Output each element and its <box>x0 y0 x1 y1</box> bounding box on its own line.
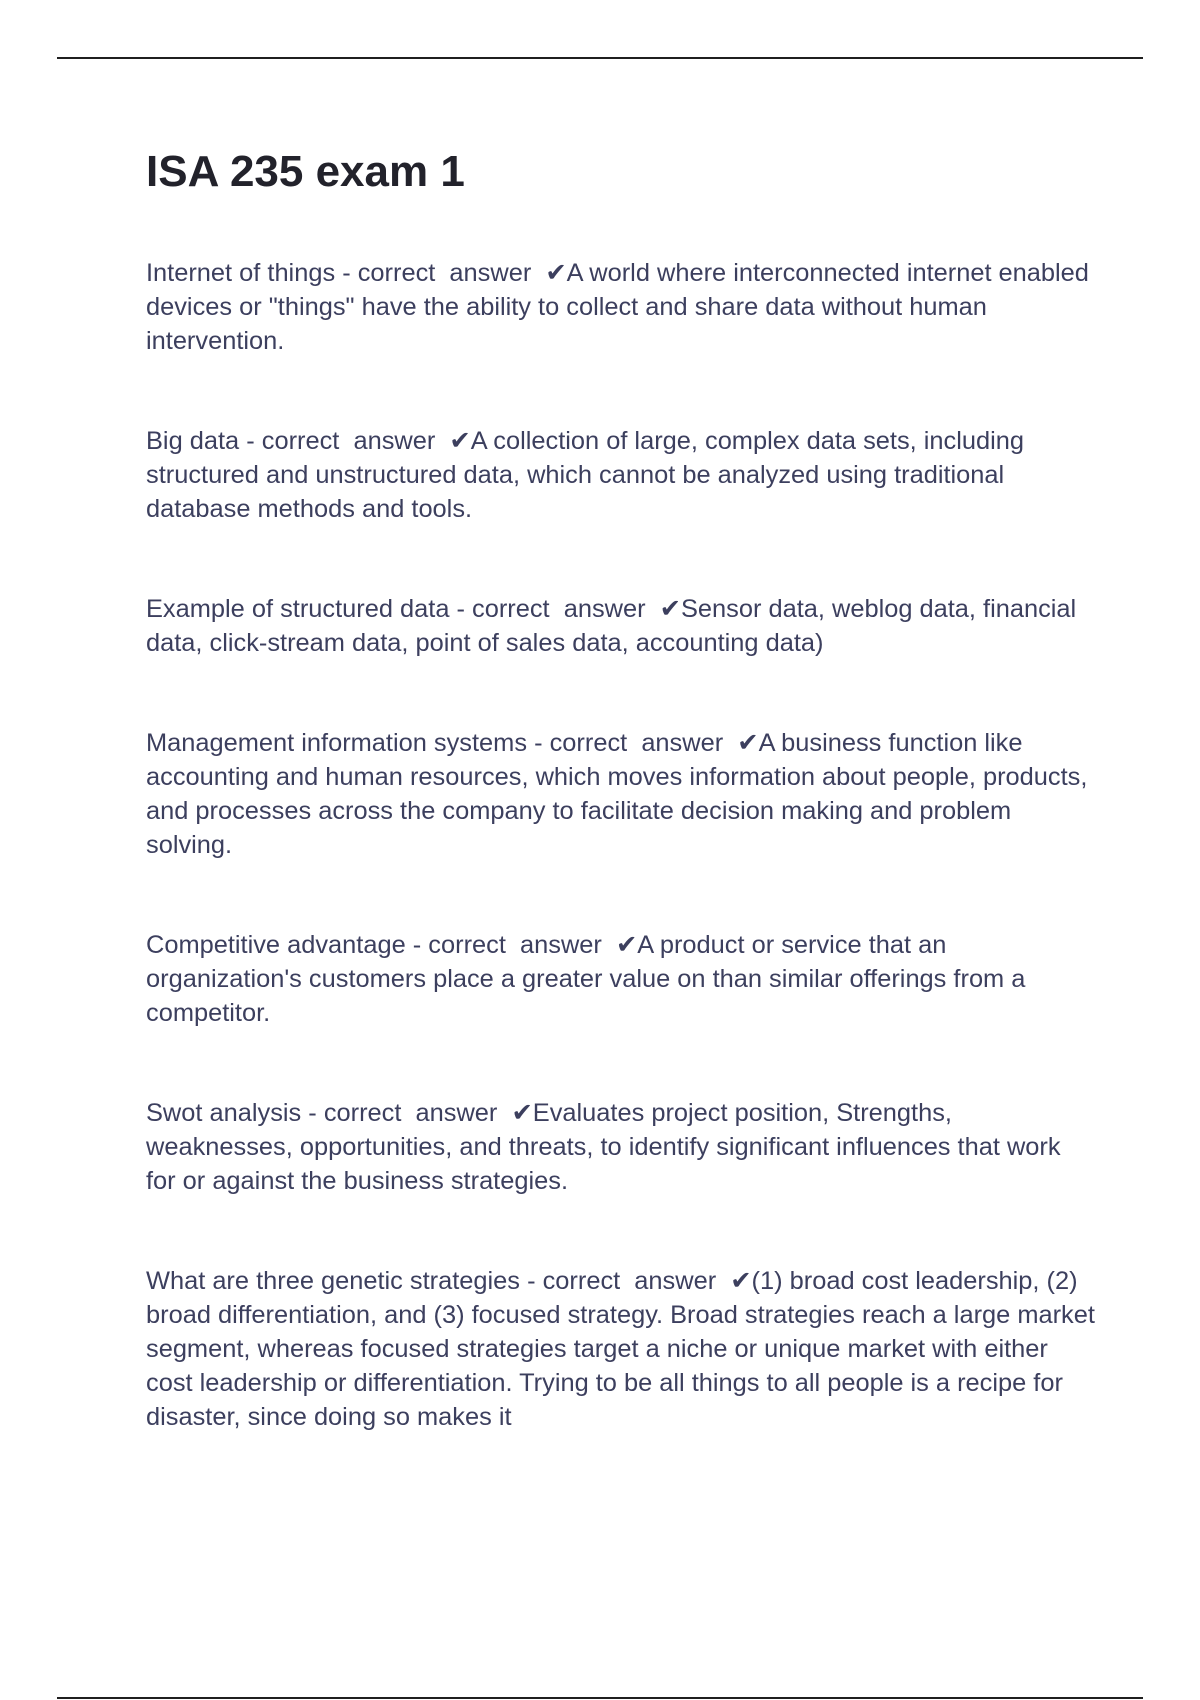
document-title: ISA 235 exam 1 <box>146 147 465 196</box>
term-separator: - <box>449 595 473 623</box>
answer-marker: correct answer ✔ <box>542 1267 752 1295</box>
flashcard <box>146 424 1096 526</box>
term-separator: - <box>335 259 358 287</box>
flashcard <box>146 256 1096 358</box>
flashcard <box>146 1096 1096 1198</box>
answer-marker: correct answer ✔ <box>472 595 681 623</box>
card-term: What are three genetic strategies <box>146 1267 521 1295</box>
card-definition: Evaluates project position, Strengths, weaknesses, opportunities, and threats, to identify significant influences that work for or against the business strategies. <box>146 1099 1061 1195</box>
answer-marker: correct answer ✔ <box>261 427 471 455</box>
card-definition: A world where interconnected internet enabled devices or "things" have the ability to collect and share data without human intervention. <box>146 259 1089 355</box>
card-term: Swot analysis <box>146 1099 302 1127</box>
flashcard <box>146 592 1096 660</box>
flashcard <box>146 726 1096 862</box>
term-separator: - <box>301 1099 324 1127</box>
answer-marker: correct answer ✔ <box>323 1099 533 1127</box>
card-term: Example of structured data <box>146 595 450 623</box>
card-term: Internet of things <box>146 259 336 287</box>
flashcard <box>146 1264 1096 1434</box>
card-term: Competitive advantage <box>146 931 406 959</box>
card-definition: A product or service that an organization's customers place a greater value on than similar offerings from a competitor. <box>146 931 1026 1027</box>
card-definition: A collection of large, complex data sets, including structured and unstructured data, which cannot be analyzed using traditional database methods and tools. <box>146 427 1024 523</box>
term-separator: - <box>405 931 429 959</box>
answer-marker: correct answer ✔ <box>549 729 759 757</box>
card-term: Big data <box>146 427 240 455</box>
card-term: Management information systems <box>146 729 528 757</box>
top-rule <box>57 57 1143 59</box>
term-separator: - <box>239 427 262 455</box>
document-body <box>146 140 1096 1500</box>
card-definition: (1) broad cost leadership, (2) broad differentiation, and (3) focused strategy. Broad strategies reach a large market segment, whereas focused strategies target a niche or unique market with either cost leadership or differentiation. Trying to be all things to all people is a recipe for disaster, since doing so makes it <box>146 1267 1095 1431</box>
term-separator: - <box>527 729 550 757</box>
flashcard <box>146 928 1096 1030</box>
answer-marker: correct answer ✔ <box>428 931 638 959</box>
term-separator: - <box>520 1267 543 1295</box>
card-definition: Sensor data, weblog data, financial data, click-stream data, point of sales data, accounting data) <box>146 595 1077 657</box>
bottom-rule <box>57 1697 1143 1699</box>
flashcard-list <box>146 256 1096 1434</box>
card-definition: A business function like accounting and human resources, which moves information about people, products, and processes across the company to facilitate decision making and problem solving. <box>146 729 1088 859</box>
answer-marker: correct answer ✔ <box>357 259 567 287</box>
